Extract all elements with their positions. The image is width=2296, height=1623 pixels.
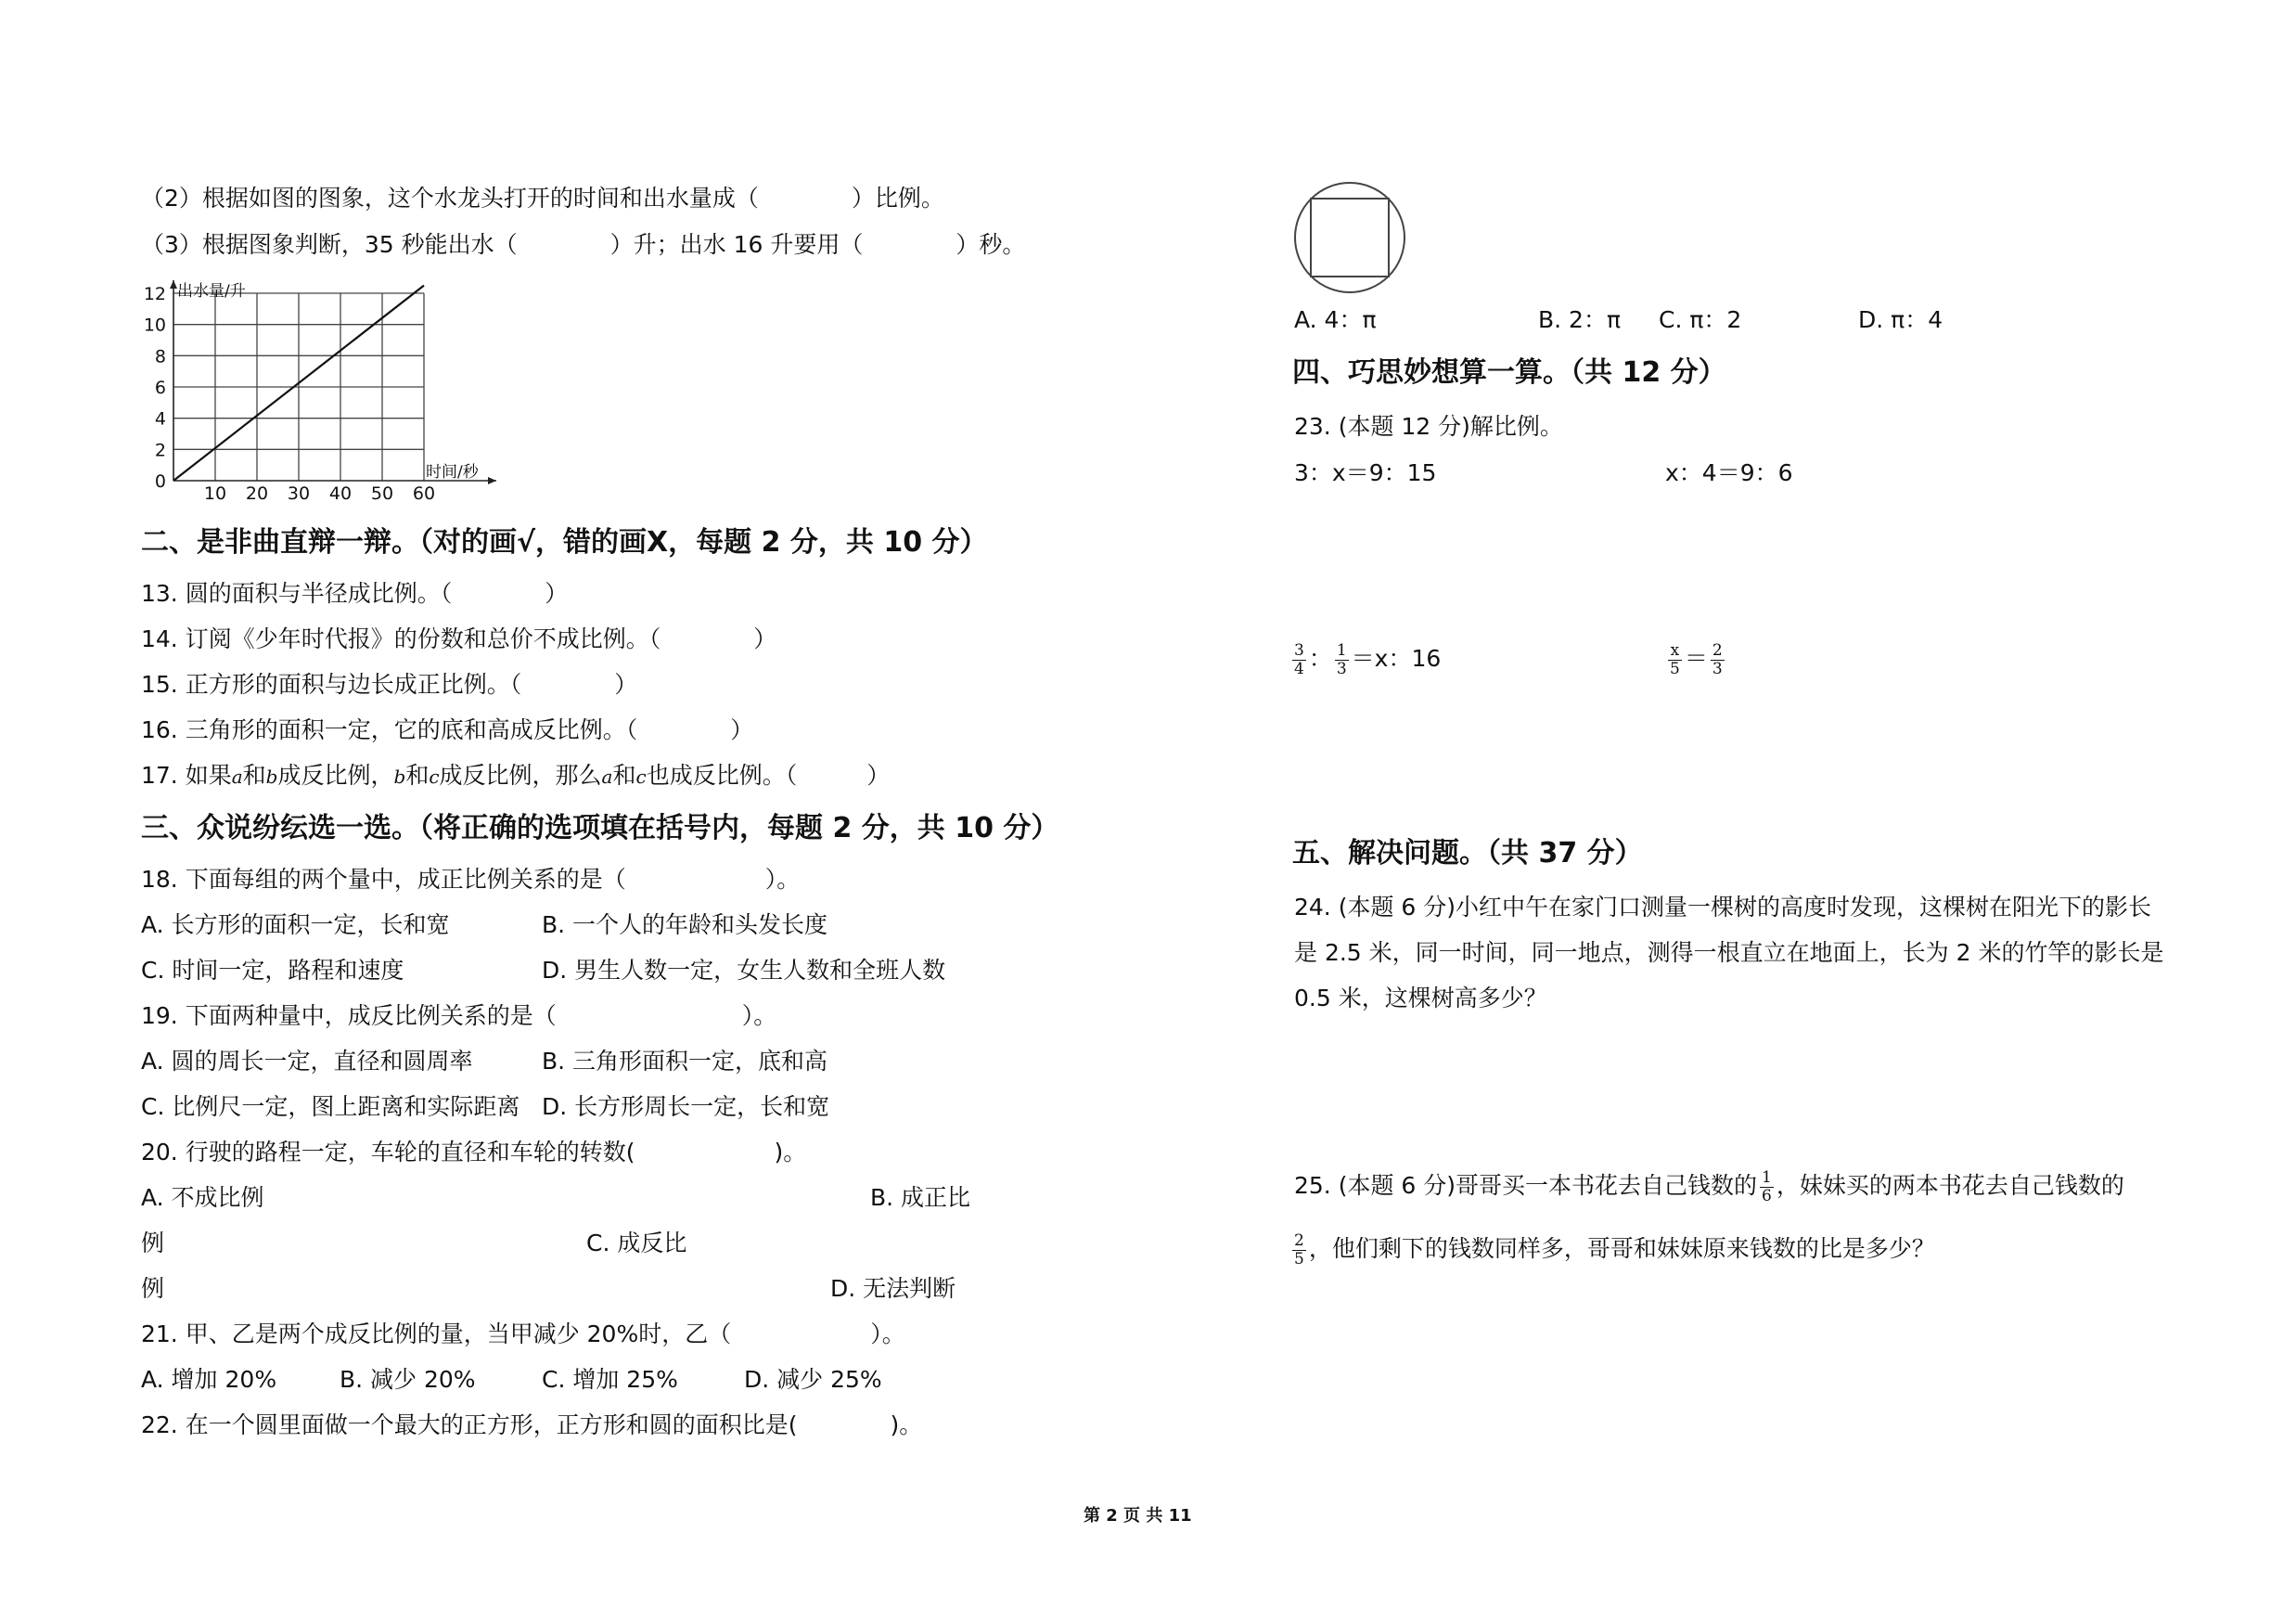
x-tick-label: 60: [412, 483, 436, 504]
q20-option-b: B. 成正比: [870, 1184, 971, 1211]
x-tick-label: 20: [245, 483, 269, 504]
y-axis-arrow: [170, 280, 177, 289]
q22-option-d: D. π：4: [1858, 306, 1943, 333]
question-18: 18. 下面每组的两个量中，成正比例关系的是（ ）。: [141, 866, 801, 893]
y-tick-label: 0: [154, 471, 166, 492]
q21-option-b: B. 减少 20%: [340, 1366, 476, 1393]
q20-option-a: A. 不成比例: [141, 1184, 264, 1211]
question-25-line2: $\frac{2}{5}$ ，他们剩下的钱数同样多，哥哥和妹妹原来钱数的比是多少？: [1294, 1230, 1935, 1269]
question-16: 16. 三角形的面积一定，它的底和高成反比例。（ ）: [141, 716, 754, 743]
section2-title: 二、是非曲直辩一辩。（对的画√，错的画X，每题 2 分，共 10 分）: [141, 526, 988, 559]
page-footer: 第 2 页 共 11: [1084, 1506, 1192, 1526]
square-in-circle-figure: [1292, 180, 1407, 295]
question-14: 14. 订阅《少年时代报》的份数和总价不成比例。（ ）: [141, 625, 777, 652]
q22-option-c: C. π：2: [1659, 306, 1742, 333]
section3-title: 三、众说纷纭选一选。（将正确的选项填在括号内，每题 2 分，共 10 分）: [141, 812, 1059, 844]
y-tick-label: 8: [154, 346, 166, 367]
x-axis-label: 时间/秒: [426, 463, 479, 482]
q18-option-c: C. 时间一定，路程和速度: [141, 957, 404, 984]
y-axis-label: 出水量/升: [177, 282, 246, 301]
y-tick-label: 6: [154, 378, 166, 398]
q21-option-a: A. 增加 20%: [141, 1366, 277, 1393]
fraction: $\frac{3}{4}$: [1294, 640, 1304, 678]
equation-3: $\frac{3}{4}$ ： $\frac{1}{3}$ ＝x：16: [1294, 640, 1442, 678]
var-b: b: [265, 766, 278, 788]
x-tick-label: 10: [203, 483, 227, 504]
question-20: 20. 行驶的路程一定，车轮的直径和车轮的转数( )。: [141, 1139, 807, 1166]
fraction: $\frac{1}{6}$: [1762, 1167, 1772, 1205]
equation-2: x：4＝9：6: [1665, 459, 1793, 486]
y-tick-label: 2: [154, 440, 166, 461]
q12-part3: （3）根据图象判断，35 秒能出水（ ）升；出水 16 升要用（ ）秒。: [141, 231, 1026, 258]
x-tick-label: 40: [328, 483, 353, 504]
q22-option-a: A. 4：π: [1294, 306, 1377, 333]
section5-title: 五、解决问题。（共 37 分）: [1292, 837, 1643, 869]
y-tick-label: 10: [143, 315, 166, 336]
equation-4: $\frac{x}{5}$ ＝ $\frac{2}{3}$: [1670, 640, 1723, 678]
question-23: 23. (本题 12 分)解比例。: [1294, 413, 1563, 440]
y-tick-label: 4: [154, 408, 166, 430]
var-c: c: [635, 766, 647, 788]
section4-title: 四、巧思妙想算一算。（共 12 分）: [1292, 356, 1726, 389]
square-shape: [1311, 199, 1389, 277]
var-a: a: [231, 766, 243, 788]
q19-option-a: A. 圆的周长一定，直径和圆周率: [141, 1048, 473, 1075]
var-a: a: [601, 766, 613, 788]
question-24-line2: 是 2.5 米，同一时间，同一地点，测得一根直立在地面上，长为 2 米的竹竿的影长是: [1294, 939, 2164, 966]
q20-option-c-cont: 例: [141, 1275, 165, 1302]
question-13: 13. 圆的面积与半径成比例。（ ）: [141, 580, 569, 607]
q18-option-d: D. 男生人数一定，女生人数和全班人数: [542, 957, 946, 984]
fraction: $\frac{2}{3}$: [1712, 640, 1723, 678]
x-tick-label: 30: [287, 483, 311, 504]
q22-option-b: B. 2：π: [1538, 306, 1622, 333]
q19-option-b: B. 三角形面积一定，底和高: [542, 1048, 828, 1075]
x-axis-arrow: [488, 477, 496, 484]
q18-option-a: A. 长方形的面积一定，长和宽: [141, 911, 450, 938]
question-21: 21. 甲、乙是两个成反比例的量，当甲减少 20%时，乙（ ）。: [141, 1320, 905, 1347]
var-b: b: [393, 766, 406, 788]
question-24-line1: 24. (本题 6 分)小红中午在家门口测量一棵树的高度时发现，这棵树在阳光下的影长: [1294, 894, 2152, 921]
q19-option-c: C. 比例尺一定，图上距离和实际距离: [141, 1093, 520, 1120]
question-17: 17. 如果a和b成反比例，b和c成反比例，那么a和c也成反比例。（ ）: [141, 762, 891, 789]
q20-option-b-cont: 例: [141, 1230, 165, 1256]
q12-part2: （2）根据如图的图象，这个水龙头打开的时间和出水量成（ ）比例。: [141, 185, 944, 212]
fraction: $\frac{x}{5}$: [1670, 640, 1680, 678]
q20-option-d: D. 无法判断: [830, 1275, 956, 1302]
question-24-line3: 0.5 米，这棵树高多少？: [1294, 985, 1547, 1011]
equation-1: 3：x＝9：15: [1294, 459, 1437, 486]
q21-option-d: D. 减少 25%: [744, 1366, 882, 1393]
question-15: 15. 正方形的面积与边长成正比例。（ ）: [141, 671, 638, 698]
q21-option-c: C. 增加 25%: [542, 1366, 678, 1393]
question-25-line1: 25. (本题 6 分)哥哥买一本书花去自己钱数的 $\frac{1}{6}$ ，妹妹买的两本书花去自己钱数的: [1294, 1167, 2124, 1205]
fraction: $\frac{2}{5}$: [1294, 1230, 1304, 1269]
x-tick-label: 50: [370, 483, 394, 504]
question-19: 19. 下面两种量中，成反比例关系的是（ ）。: [141, 1002, 777, 1029]
fraction: $\frac{1}{3}$: [1336, 640, 1347, 678]
var-c: c: [429, 766, 440, 788]
q19-option-d: D. 长方形周长一定，长和宽: [542, 1093, 830, 1120]
q20-option-c: C. 成反比: [586, 1230, 687, 1256]
question-22: 22. 在一个圆里面做一个最大的正方形，正方形和圆的面积比是( )。: [141, 1411, 923, 1438]
water-output-chart: [139, 277, 529, 504]
y-tick-label: 12: [143, 284, 166, 304]
q18-option-b: B. 一个人的年龄和头发长度: [542, 911, 828, 938]
